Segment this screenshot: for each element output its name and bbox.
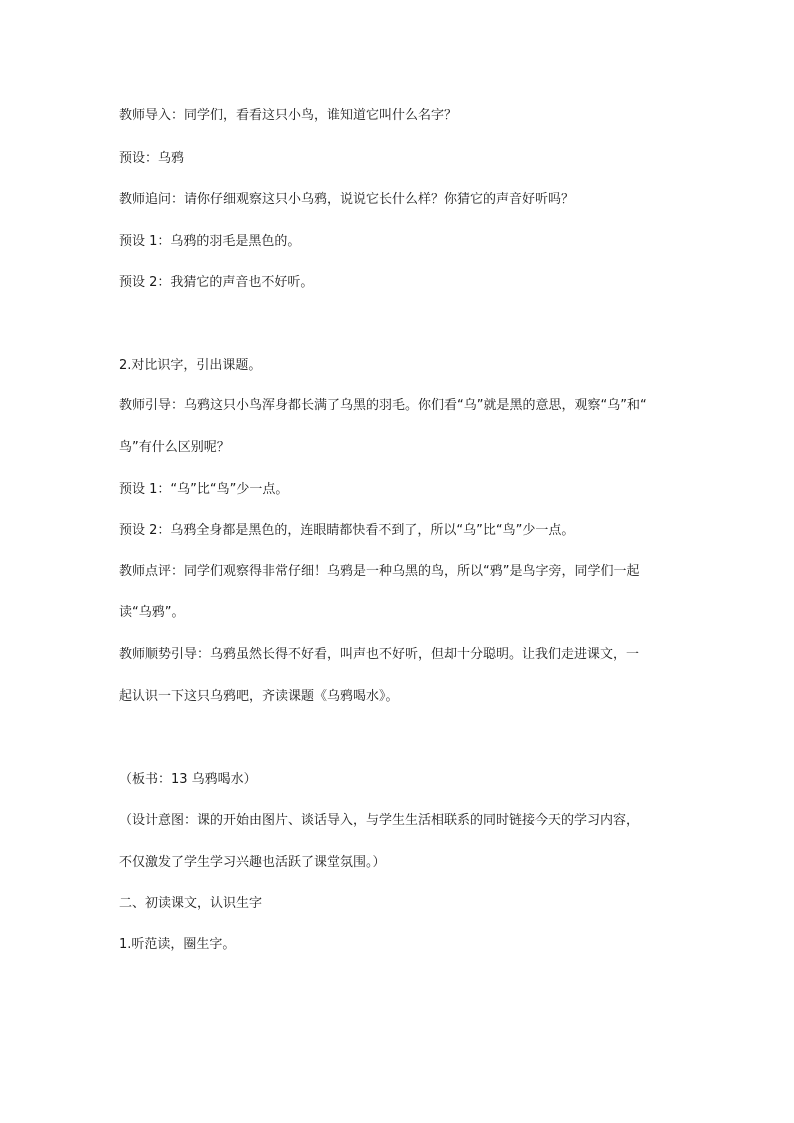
section-heading: 2.对比识字，引出课题。 <box>119 358 262 373</box>
text-line: 预设 1：“乌”比“鸟”少一点。 <box>119 482 289 497</box>
text-line: 教师导入：同学们，看看这只小鸟，谁知道它叫什么名字？ <box>119 108 458 123</box>
text-line: 鸟”有什么区别呢？ <box>119 440 230 455</box>
text-line: 预设 2：我猜它的声音也不好听。 <box>119 275 314 290</box>
blackboard-note: （板书：13 乌鸦喝水） <box>119 772 257 787</box>
text-line: 教师顺势引导：乌鸦虽然长得不好看，叫声也不好听，但却十分聪明。让我们走进课文，一 <box>119 647 640 662</box>
section-heading: 1.听范读，圈生字。 <box>119 937 236 952</box>
text-line: 起认识一下这只乌鸦吧，齐读课题《乌鸦喝水》。 <box>119 689 399 704</box>
text-line: 教师引导：乌鸦这只小鸟浑身都长满了乌黑的羽毛。你们看“乌”就是黑的意思，观察“乌”和“ <box>119 398 647 413</box>
section-heading: 二、初读课文，认识生字 <box>119 896 263 911</box>
text-line: 预设 2：乌鸦全身都是黑色的，连眼睛都快看不到了，所以“乌”比“鸟”少一点。 <box>119 523 575 538</box>
text-line: 教师追问：请你仔细观察这只小乌鸦，说说它长什么样？你猜它的声音好听吗？ <box>119 192 575 207</box>
design-intent-line: 不仅激发了学生学习兴趣也活跃了课堂氛围。） <box>119 855 386 870</box>
text-line: 预设：乌鸦 <box>119 151 185 166</box>
design-intent-line: （设计意图：课的开始由图片、谈话导入，与学生生活相联系的同时链接今天的学习内容， <box>119 813 640 828</box>
text-line: 预设 1：乌鸦的羽毛是黑色的。 <box>119 234 301 249</box>
text-line: 读“乌鸦”。 <box>119 605 185 620</box>
text-line: 教师点评：同学们观察得非常仔细！乌鸦是一种乌黑的鸟，所以“鸦”是鸟字旁，同学们一起 <box>119 564 640 579</box>
